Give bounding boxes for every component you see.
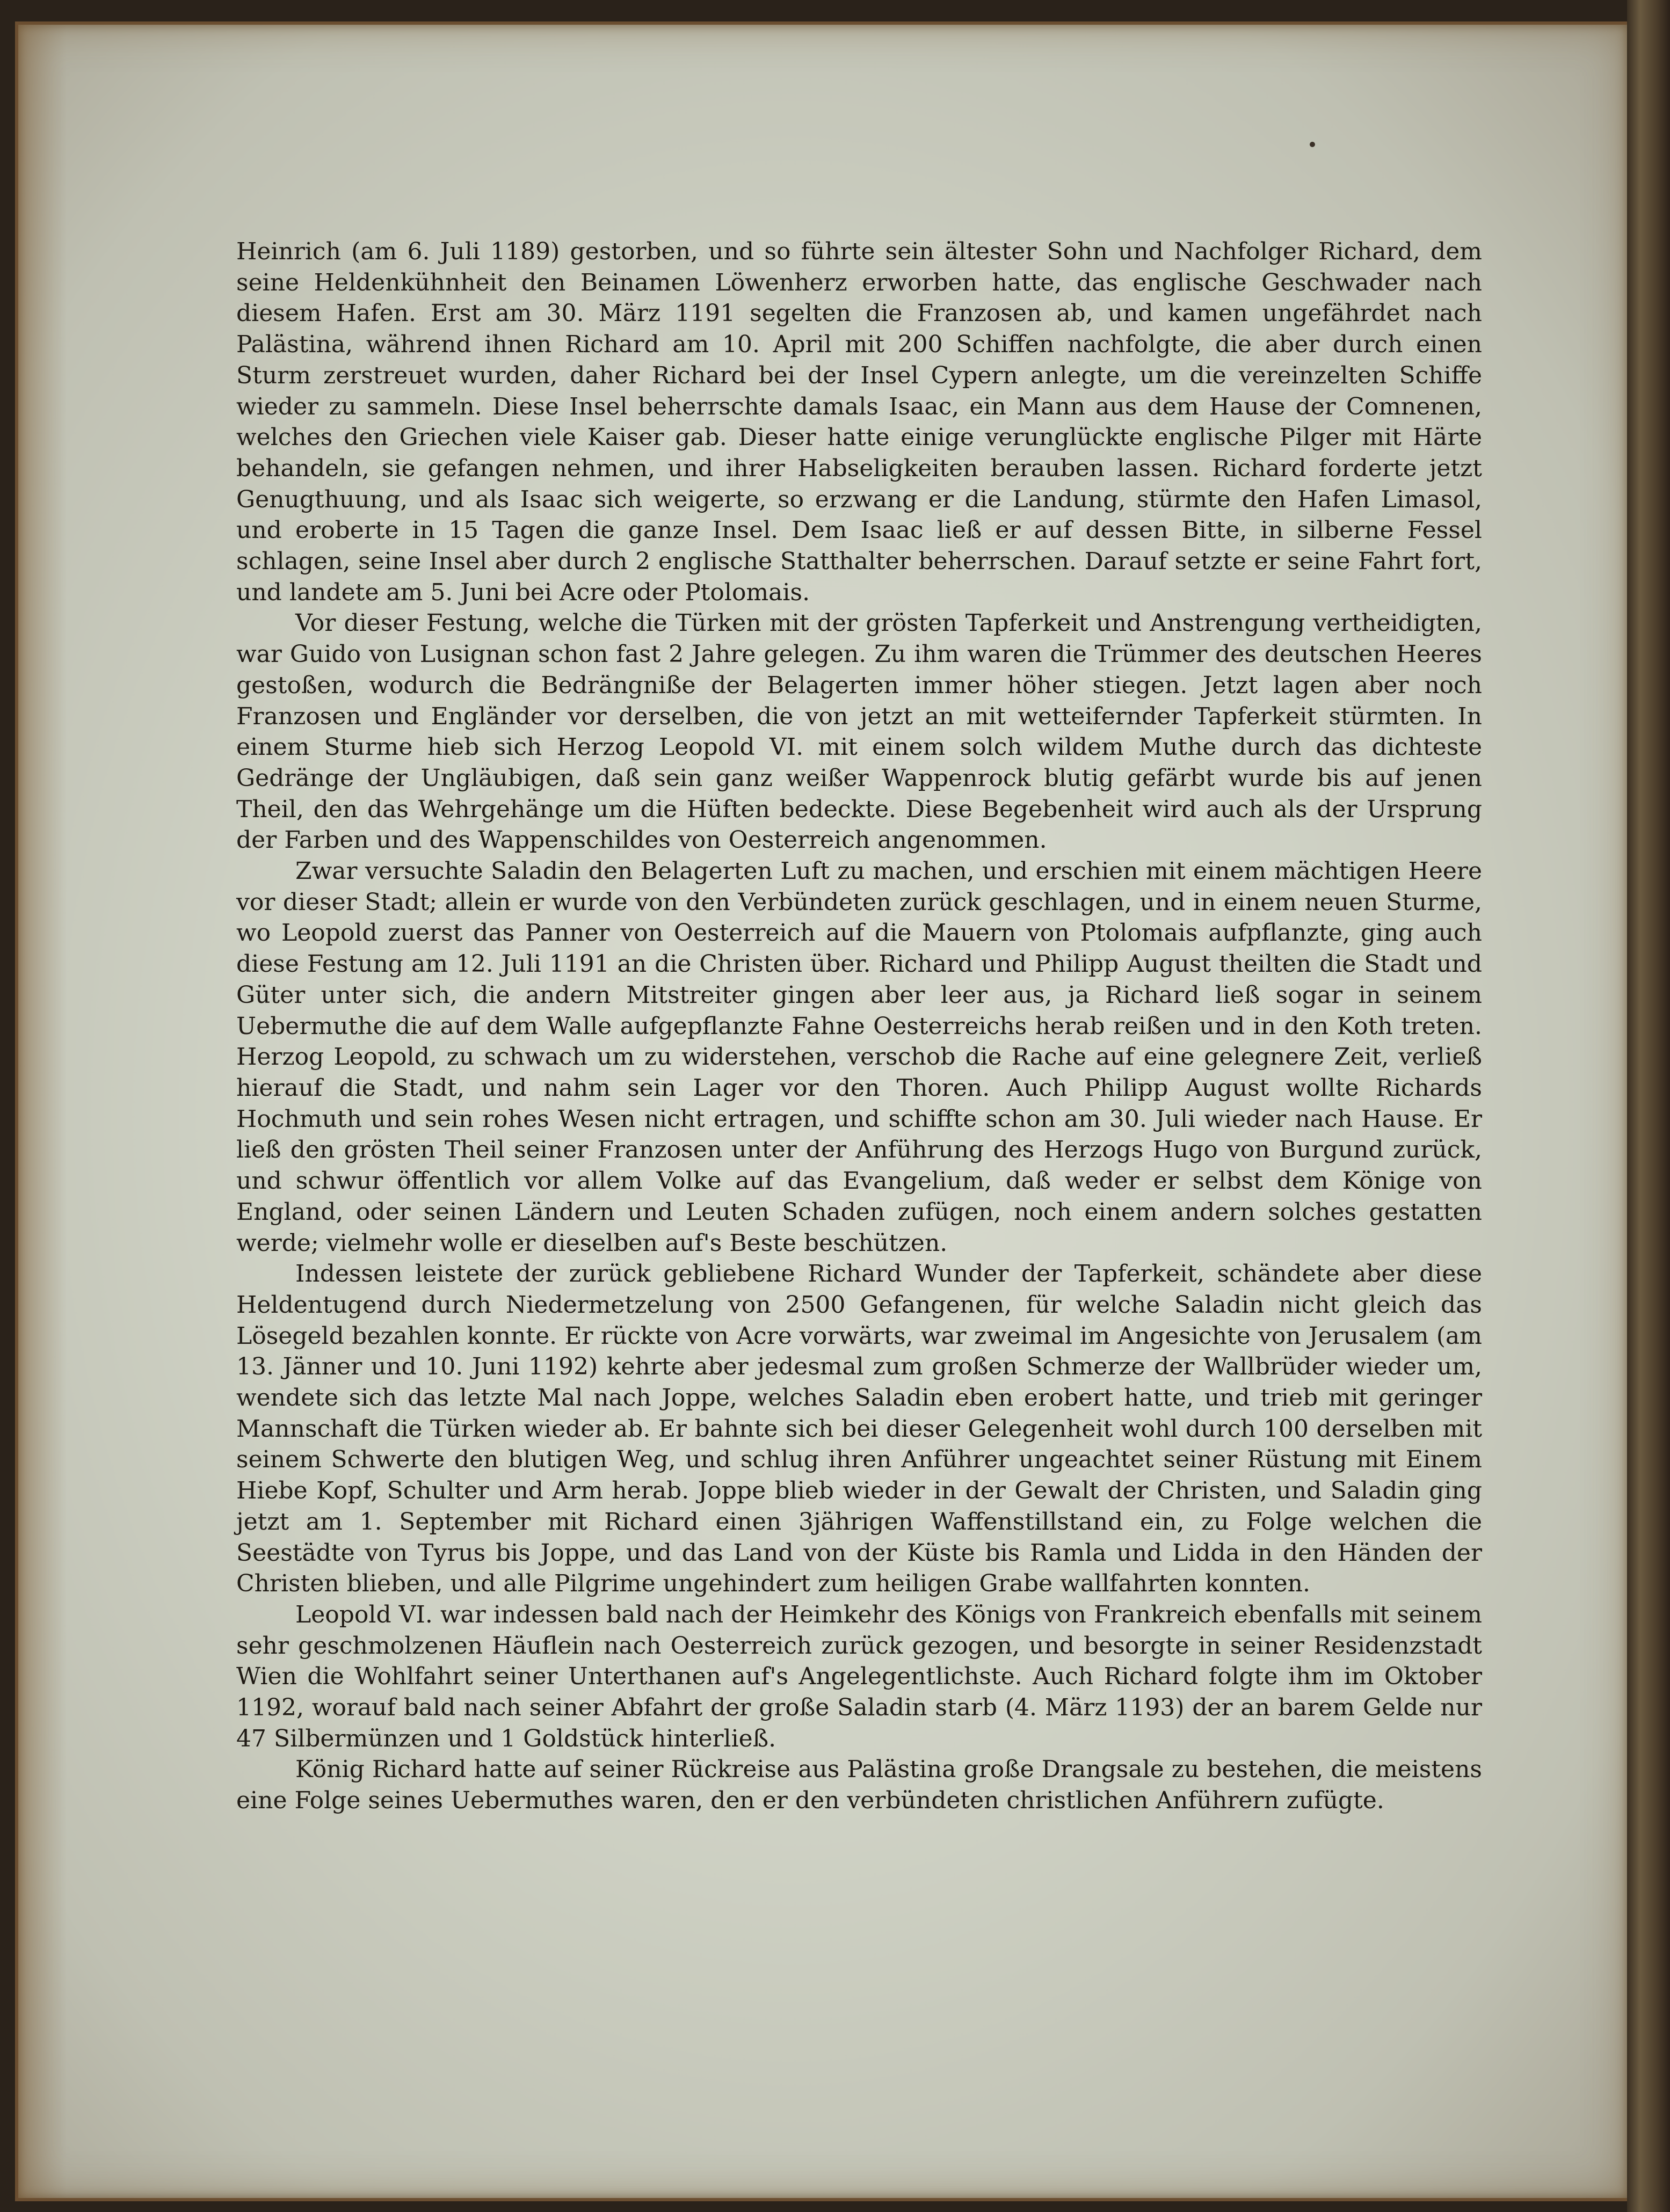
paragraph: König Richard hatte auf seiner Rückreise aus Palästina große Drangsale zu bestehen, die meistens eine Folge seines Uebermuthes waren, den er den verbündeten christlichen Anführern zufügte. bbox=[236, 1756, 1482, 1815]
body-text bbox=[236, 236, 1482, 1816]
binding-edge bbox=[1627, 0, 1670, 2212]
paragraph: Zwar versuchte Saladin den Belagerten Luft zu machen, und erschien mit einem mächtigen Heere vor dieser Stadt; allein er wurde von den Verbündeten zurück geschlagen, und in einem neuen Sturme, wo Leopold zuerst das Panner von Oesterreich auf die Mauern von Ptolomais aufpflanzte, ging auch diese Festung am 12. Juli 1191 an die Christen über. Richard und Philipp August theilten die Stadt und Güter unter sich, die andern Mitstreiter gingen aber leer aus, ja Richard ließ sogar in seinem Uebermuthe die auf dem Walle aufgepflanzte Fahne Oesterreichs herab reißen und in den Koth treten. Herzog Leopold, zu schwach um zu widerstehen, verschob die Rache auf eine gelegnere Zeit, verließ hierauf die Stadt, und nahm sein Lager vor den Thoren. Auch Philipp August wollte Richards Hochmuth und sein rohes Wesen nicht ertragen, und schiffte schon am 30. Juli wieder nach Hause. Er ließ den grösten Theil seiner Franzosen unter der Anführung des Herzogs Hugo von Burgund zurück, und schwur öffentlich vor allem Volke auf das Evangelium, daß weder er selbst dem Könige von England, oder seinen Ländern und Leuten Schaden zufügen, noch einem andern solches gestatten werde; vielmehr wolle er dieselben auf's Beste beschützen. bbox=[236, 857, 1482, 1257]
paragraph: Indessen leistete der zurück gebliebene Richard Wunder der Tapferkeit, schändete aber diese Heldentugend durch Niedermetzelung von 2500 Gefangenen, für welche Saladin nicht gleich das Lösegeld bezahlen konnte. Er rückte von Acre vorwärts, war zweimal im Angesichte von Jerusalem (am 13. Jänner und 10. Juni 1192) kehrte aber jedesmal zum großen Schmerze der Wallbrüder wieder um, wendete sich das letzte Mal nach Joppe, welches Saladin eben erobert hatte, und trieb mit geringer Mannschaft die Türken wieder ab. Er bahnte sich bei dieser Gelegenheit wohl durch 100 derselben mit seinem Schwerte den blutigen Weg, und schlug ihren Anführer ungeachtet seiner Rüstung mit Einem Hiebe Kopf, Schulter und Arm herab. Joppe blieb wieder in der Gewalt der Christen, und Saladin ging jetzt am 1. September mit Richard einen 3jährigen Waffenstillstand ein, zu Folge welchen die Seestädte von Tyrus bis Joppe, und das Land von der Küste bis Ramla und Lidda in den Händen der Christen blieben, und alle Pilgrime ungehindert zum heiligen Grabe wallfahrten konnten. bbox=[236, 1260, 1482, 1598]
paragraph: Vor dieser Festung, welche die Türken mit der grösten Tapferkeit und Anstrengung vertheidigten, war Guido von Lusignan schon fast 2 Jahre gelegen. Zu ihm waren die Trümmer des deutschen Heeres gestoßen, wodurch die Bedrängniße der Belagerten immer höher stiegen. Jetzt lagen aber noch Franzosen und Engländer vor derselben, die von jetzt an mit wetteifernder Tapferkeit stürmten. In einem Sturme hieb sich Herzog Leopold VI. mit einem solch wildem Muthe durch das dichteste Gedränge der Ungläubigen, daß sein ganz weißer Wappenrock blutig gefärbt wurde bis auf jenen Theil, den das Wehrgehänge um die Hüften bedeckte. Diese Begebenheit wird auch als der Ursprung der Farben und des Wappenschildes von Oesterreich angenommen. bbox=[236, 609, 1482, 854]
ink-speck bbox=[1310, 142, 1315, 147]
paragraph: Leopold VI. war indessen bald nach der Heimkehr des Königs von Frankreich ebenfalls mit seinem sehr geschmolzenen Häuflein nach Oesterreich zurück gezogen, und besorgte in seiner Residenzstadt Wien die Wohlfahrt seiner Unterthanen auf's Angelegentlichste. Auch Richard folgte ihm im Oktober 1192, worauf bald nach seiner Abfahrt der große Saladin starb (4. März 1193) der an barem Gelde nur 47 Silbermünzen und 1 Goldstück hinterließ. bbox=[236, 1600, 1482, 1752]
paragraph: Heinrich (am 6. Juli 1189) gestorben, und so führte sein ältester Sohn und Nachfolger Richard, dem seine Heldenkühnheit den Beinamen Löwenherz erworben hatte, das englische Geschwader nach diesem Hafen. Erst am 30. März 1191 segelten die Franzosen ab, und kamen ungefährdet nach Palästina, während ihnen Richard am 10. April mit 200 Schiffen nachfolgte, die aber durch einen Sturm zerstreuet wurden, daher Richard bei der Insel Cypern anlegte, um die vereinzelten Schiffe wieder zu sammeln. Diese Insel beherrschte damals Isaac, ein Mann aus dem Hause der Comnenen, welches den Griechen viele Kaiser gab. Dieser hatte einige verunglückte englische Pilger mit Härte behandeln, sie gefangen nehmen, und ihrer Habseligkeiten berauben lassen. Richard forderte jetzt Genugthuung, und als Isaac sich weigerte, so erzwang er die Landung, stürmte den Hafen Limasol, und eroberte in 15 Tagen die ganze Insel. Dem Isaac ließ er auf dessen Bitte, in silberne Fessel schlagen, seine Insel aber durch 2 englische Statthalter beherrschen. Darauf setzte er seine Fahrt fort, und landete am 5. Juni bei Acre oder Ptolomais. bbox=[236, 238, 1482, 606]
